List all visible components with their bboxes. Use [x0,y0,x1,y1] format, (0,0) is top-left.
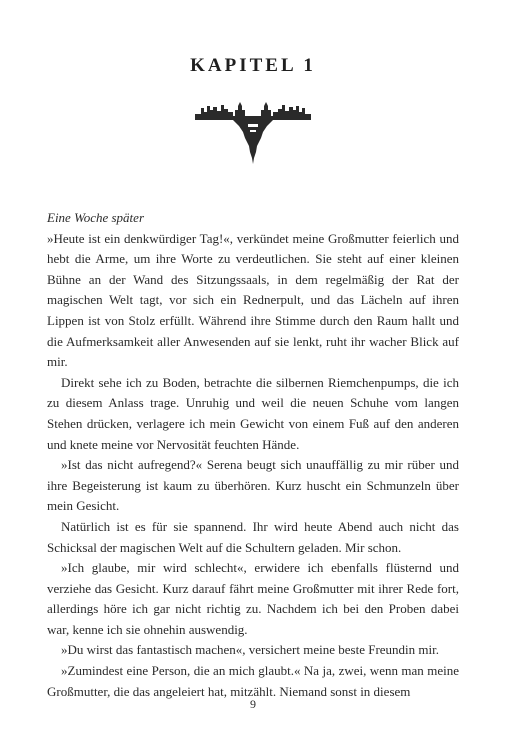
body-text [47,208,459,702]
paragraph: Direkt sehe ich zu Boden, betrachte die silbernen Riemchenpumps, die ich zu diesem Anlass trage. Unruhig und weil die neuen Schuhe vom langen Stehen drücken, verlagere ich mein Gewicht von einem Fuß auf den anderen und knete meine vor Nervosität feuchten Hände. [47,374,459,452]
paragraph: »Du wirst das fantastisch machen«, versichert meine beste Freundin mir. [61,642,439,658]
paragraph: Natürlich ist es für sie spannend. Ihr wird heute Abend auch nicht das Schicksal der magischen Welt auf die Schultern geladen. Mir schon. [47,518,459,555]
paragraph: »Ist das nicht aufregend?« Serena beugt sich unauffällig zu mir rüber und ihre Begeisterung ist kaum zu überhören. Kurz huscht ein Schmunzeln über mein Gesicht. [47,457,459,514]
dateline: Eine Woche später [47,210,144,225]
paragraph: »Zumindest eine Person, die an mich glaubt.« Na ja, zwei, wenn man meine Großmutter, die das angeleiert hat, mitzählt. Niemand sonst in diesem [47,663,459,699]
page-number: 9 [250,697,256,711]
paragraph: »Heute ist ein denkwürdiger Tag!«, verkündet meine Großmutter feierlich und hebt die Arme, um ihre Worte zu verdeutlichen. Sie steht auf einer kleinen Bühne an der Wand des Sitzungssaals, in dem regelmäßig der Rat der magischen Welt tagt, vor sich ein Rednerpult, und das Lächeln auf ihren Lippen ist von Stolz erfüllt. Während ihre Stimme durch den Raum hallt und die Aufmerksamkeit aller Anwesenden auf sie lenkt, ruht ihr wacher Blick auf mir. [47,230,459,370]
paragraph: »Ich glaube, mir wird schlecht«, erwidere ich ebenfalls flüsternd und verziehe das Gesicht. Kurz darauf fährt meine Großmutter mit ihrer Rede fort, allerdings höre ich gar nicht richtig zu. Nachdem ich bei den Proben dabei war, kenne ich sie ohnehin auswendig. [47,560,459,637]
castle-silhouette-ornament-icon [195,102,311,164]
chapter-title: KAPITEL 1 [190,55,316,76]
